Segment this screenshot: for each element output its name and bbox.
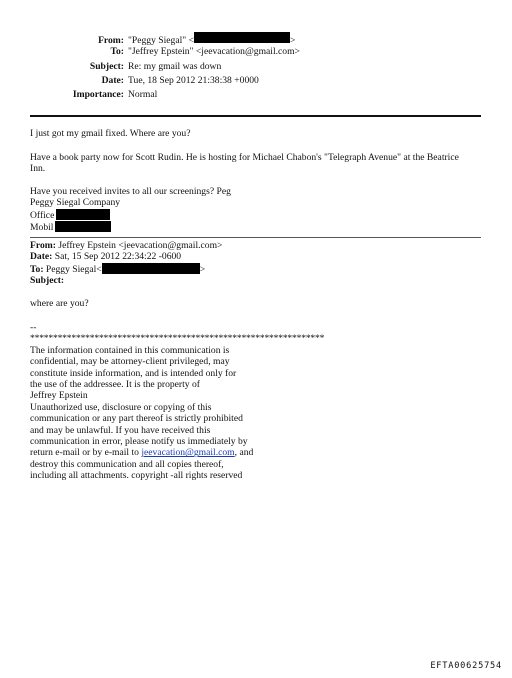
disclaimer-line: Jeffrey Epstein (30, 390, 88, 402)
header-date-row (30, 75, 300, 89)
header-importance-row (30, 89, 300, 103)
signature-office: Office (30, 209, 485, 221)
date-value: Tue, 18 Sep 2012 21:38:38 +0000 (128, 74, 259, 86)
disclaimer-line: communication or any part thereof is strictly prohibited (30, 413, 243, 425)
redaction-box (102, 263, 200, 274)
signature-block (30, 186, 485, 234)
email-header (30, 32, 300, 103)
body-paragraph-2 (30, 152, 485, 175)
body-line-1: I just got my gmail fixed. Where are you? (30, 128, 191, 139)
redaction-box (56, 209, 110, 220)
from-close: > (290, 35, 296, 46)
signature-dash: -- (30, 322, 37, 333)
to-value: "Jeffrey Epstein" <jeevacation@gmail.com> (128, 46, 300, 58)
from-value: "Peggy Siegal" < (128, 35, 195, 46)
body-text-line: Have a book party now for Scott Rudin. He is hosting for Michael Chabon's "Telegraph Avenue" at the Beatrice (30, 152, 459, 163)
disclaimer-line: communication in error, please notify us immediately by (30, 436, 248, 448)
header-from-row (30, 32, 300, 46)
disclaimer-line: including all attachments. copyright -all rights reserved (30, 470, 243, 482)
disclaimer-line: and may be unlawful. If you have received this (30, 424, 211, 436)
header-divider (30, 115, 481, 117)
quote-divider (30, 237, 481, 238)
subject-label: Subject: (89, 60, 124, 72)
from-label: From: (98, 35, 124, 46)
subject-value: Re: my gmail was down (128, 60, 222, 72)
quoted-date-row: Date: Sat, 15 Sep 2012 22:34:22 -0600 (30, 251, 182, 263)
document-id: EFTA00625754 (430, 661, 502, 671)
header-subject-row (30, 61, 300, 75)
header-to-row (30, 46, 300, 60)
importance-value: Normal (128, 89, 158, 101)
disclaimer-line: The information contained in this communication is (30, 344, 230, 356)
body-text-line: Inn. (30, 163, 46, 175)
to-label: To: (110, 46, 124, 58)
star-separator: **************************************************************** (30, 333, 325, 345)
email-link[interactable]: jeevacation@gmail.com (141, 447, 235, 459)
disclaimer-line: destroy this communication and all copies thereof, (30, 458, 224, 470)
disclaimer-block (30, 322, 485, 482)
quoted-header (30, 240, 485, 287)
quoted-to-row: To: Peggy Siegal< > (30, 263, 206, 275)
disclaimer-line: constitute inside information, and is intended only for (30, 367, 237, 379)
disclaimer-line: return e-mail or by e-mail to jeevacation@gmail.com, and (30, 447, 254, 459)
redaction-box (194, 32, 290, 43)
body-text-line: Have you received invites to all our screenings? Peg (30, 186, 231, 197)
disclaimer-line: the use of the addressee. It is the property of (30, 379, 200, 391)
disclaimer-line: confidential, may be attorney-client privileged, may (30, 356, 230, 368)
signature-company: Peggy Siegal Company (30, 197, 121, 209)
signature-mobil: Mobil (30, 221, 485, 233)
quoted-message: where are you? (30, 298, 89, 309)
quoted-from-row: From: Jeffrey Epstein <jeevacation@gmail.com> (30, 240, 223, 251)
disclaimer-line: Unauthorized use, disclosure or copying of this (30, 401, 212, 413)
redaction-box (55, 221, 111, 232)
quoted-subject-row: Subject: (30, 275, 65, 287)
importance-label: Importance: (72, 89, 124, 101)
date-label: Date: (101, 74, 124, 86)
